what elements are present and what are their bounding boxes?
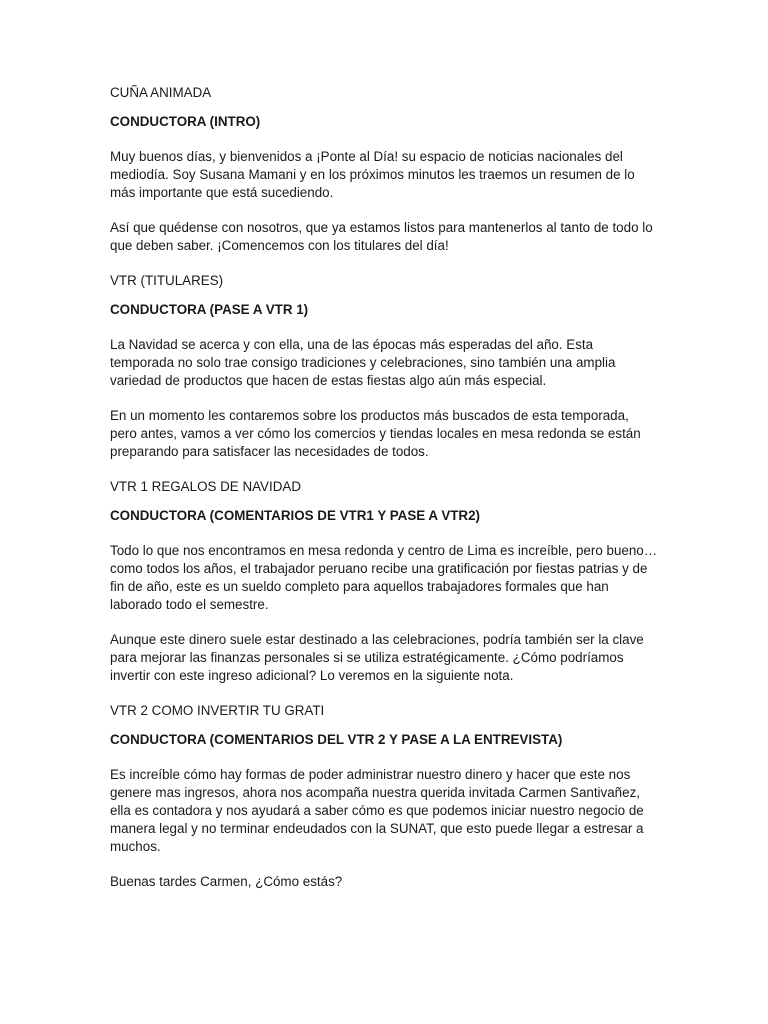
script-document: [110, 84, 658, 908]
vtr2-label: VTR 2 COMO INVERTIR TU GRATI: [110, 703, 325, 718]
vtr2-paragraph-2: Aunque este dinero suele estar destinado a las celebraciones, podría también ser la clave para mejorar las finanzas personales si se utiliza estratégicamente. ¿Cómo podríamos invertir con este ingreso adicional? Lo veremos en la siguiente nota.: [110, 632, 644, 683]
interview-paragraph-2: Buenas tardes Carmen, ¿Cómo estás?: [110, 874, 343, 889]
heading-vtr1: CONDUCTORA (PASE A VTR 1): [110, 302, 309, 317]
intro-paragraph-1: Muy buenos días, y bienvenidos a ¡Ponte al Día! su espacio de noticias nacionales del mediodía. Soy Susana Mamani y en los próximos minutos les traemos un resumen de lo más importante que está sucediendo.: [110, 149, 635, 200]
vtr1-paragraph-2: En un momento les contaremos sobre los productos más buscados de esta temporada, pero antes, vamos a ver cómo los comercios y tiendas locales en mesa redonda se están preparando para satisfacer las necesidades de todos.: [110, 408, 641, 459]
heading-vtr2: CONDUCTORA (COMENTARIOS DE VTR1 Y PASE A VTR2): [110, 508, 481, 523]
heading-interview: CONDUCTORA (COMENTARIOS DEL VTR 2 Y PASE A LA ENTREVISTA): [110, 732, 563, 747]
vtr1-label: VTR 1 REGALOS DE NAVIDAD: [110, 479, 301, 494]
heading-intro: CONDUCTORA (INTRO): [110, 114, 261, 129]
cuna-label: CUÑA ANIMADA: [110, 85, 212, 100]
vtr1-paragraph-1: La Navidad se acerca y con ella, una de las épocas más esperadas del año. Esta temporada no solo trae consigo tradiciones y celebraciones, sino también una amplia variedad de productos que hacen de estas fiestas algo aún más especial.: [110, 337, 616, 388]
intro-paragraph-2: Así que quédense con nosotros, que ya estamos listos para mantenerlos al tanto de todo lo que deben saber. ¡Comencemos con los titulares del día!: [110, 220, 653, 253]
vtr2-paragraph-1: Todo lo que nos encontramos en mesa redonda y centro de Lima es increíble, pero bueno… como todos los años, el trabajador peruano recibe una gratificación por fiestas patrias y de fin de año, este es un sueldo completo para aquellos trabajadores formales que han laborado todo el semestre.: [110, 543, 658, 612]
interview-paragraph-1: Es increíble cómo hay formas de poder administrar nuestro dinero y hacer que este nos genere mas ingresos, ahora nos acompaña nuestra querida invitada Carmen Santivañez, ella es contadora y nos ayudará a saber cómo es que podemos iniciar nuestro negocio de manera legal y no terminar endeudados con la SUNAT, que esto puede llegar a estresar a muchos.: [110, 767, 644, 854]
vtr-titulares-label: VTR (TITULARES): [110, 273, 224, 288]
